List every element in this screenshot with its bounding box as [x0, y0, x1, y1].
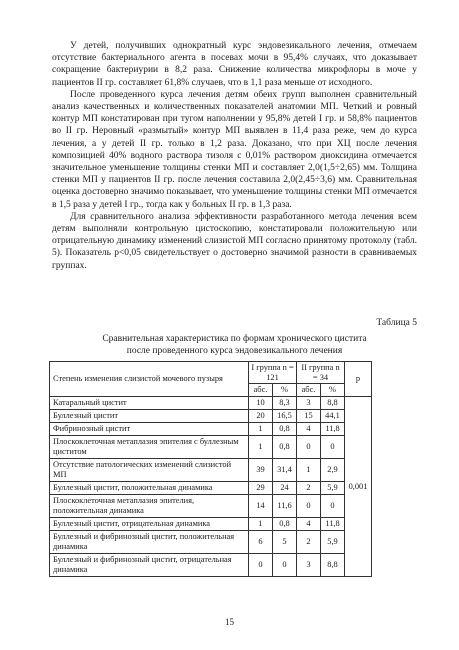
header-p: p [345, 362, 372, 397]
cell-g1-abs: 0 [249, 554, 273, 577]
page-number: 15 [225, 617, 234, 627]
table-row [50, 554, 372, 577]
cell-g2-abs: 3 [297, 554, 321, 577]
row-label: Буллезный и фибринозный цистит, отрицательная динамика [50, 554, 249, 577]
row-label: Плоскоклеточная метаплазия эпителия, положительная динамика [50, 495, 249, 518]
row-label: Буллезный и фибринозный цистит, положительная динамика [50, 531, 249, 554]
cell-g1-abs: 1 [249, 518, 273, 531]
cell-g1-pct: 5 [273, 531, 297, 554]
body-text [52, 40, 417, 272]
row-label: Отсутствие патологических изменений слизистой МП [50, 459, 249, 482]
cell-g2-pct: 5,9 [321, 531, 345, 554]
cell-g1-pct: 0,8 [273, 436, 297, 459]
cell-g2-pct: 0 [321, 436, 345, 459]
cell-g2-pct: 44,1 [321, 410, 345, 423]
table-number: Таблица 5 [376, 318, 417, 328]
table-row [50, 397, 372, 410]
cell-g2-pct: 11,8 [321, 423, 345, 436]
cell-g2-abs: 3 [297, 397, 321, 410]
row-label: Фибринозный цистит [50, 423, 249, 436]
paragraph: Для сравнительного анализа эффективности разработанного метода лечения всем детям выполняли контрольную цистоскопию, констатировали положительную или отрицательную динамику изменений слизистой МП согласно принятому протоколу (табл. 5). Показатель р<0,05 свидетельствует о достоверно значимой разности в сравниваемых группах. [52, 211, 417, 271]
table-row [50, 482, 372, 495]
table-row [50, 518, 372, 531]
cell-g1-abs: 6 [249, 531, 273, 554]
table-row [50, 531, 372, 554]
table-row [50, 410, 372, 423]
row-label: Катаральный цистит [50, 397, 249, 410]
cell-g2-pct: 5,9 [321, 482, 345, 495]
table-title-line: после проведенного курса эндовезикального лечения [126, 346, 343, 356]
row-label: Буллезный цистит [50, 410, 249, 423]
header-abs: абс. [249, 384, 273, 397]
table-row [50, 423, 372, 436]
cell-g2-abs: 2 [297, 531, 321, 554]
row-label: Буллезный цистит, положительная динамика [50, 482, 249, 495]
header-abs: абс. [297, 384, 321, 397]
header-group-1: I группа n = 121 [249, 362, 297, 384]
header-pct: % [273, 384, 297, 397]
row-label: Буллезный цистит, отрицательная динамика [50, 518, 249, 531]
table-title [52, 333, 417, 357]
table-title-line: Сравнительная характеристика по формам хронического цистита [102, 334, 367, 344]
cell-g1-abs: 29 [249, 482, 273, 495]
cell-g2-abs: 0 [297, 495, 321, 518]
cell-g1-abs: 10 [249, 397, 273, 410]
cell-g1-pct: 24 [273, 482, 297, 495]
header-pct: % [321, 384, 345, 397]
cell-g2-abs: 0 [297, 436, 321, 459]
header-group-2: II группа n = 34 [297, 362, 345, 384]
table-row [50, 436, 372, 459]
cell-g2-pct: 0 [321, 495, 345, 518]
cell-g1-abs: 1 [249, 436, 273, 459]
table-row [50, 495, 372, 518]
cell-g1-abs: 39 [249, 459, 273, 482]
row-label: Плоскоклеточная метаплазия эпителия с буллезным циститом [50, 436, 249, 459]
cell-g2-pct: 2,9 [321, 459, 345, 482]
p-value: 0,001 [345, 397, 372, 577]
cell-g1-pct: 31,4 [273, 459, 297, 482]
cell-g2-abs: 15 [297, 410, 321, 423]
cell-g1-abs: 14 [249, 495, 273, 518]
cell-g2-pct: 8,8 [321, 397, 345, 410]
cell-g2-abs: 2 [297, 482, 321, 495]
cell-g2-abs: 1 [297, 459, 321, 482]
cell-g1-pct: 0,8 [273, 518, 297, 531]
cell-g2-abs: 4 [297, 518, 321, 531]
cell-g1-pct: 0,8 [273, 423, 297, 436]
table-row [50, 459, 372, 482]
cell-g2-pct: 8,8 [321, 554, 345, 577]
paragraph: У детей, получивших однократный курс эндовезикального лечения, отмечаем отсутствие бактериального агента в посевах мочи в 95,4% случаях, что доказывает сокращение бактериурии в 8,2 раза. Снижение количества микрофлоры в моче у пациентов II гр. составляет 61,8% случаев, что в 1,1 раза меньше от исходного. [52, 41, 417, 88]
cell-g1-abs: 20 [249, 410, 273, 423]
cell-g1-pct: 16,5 [273, 410, 297, 423]
header-mucosa-degree: Степень изменения слизистой мочевого пузыря [50, 362, 249, 397]
cell-g1-pct: 8,3 [273, 397, 297, 410]
paragraph: После проведенного курса лечения детям обеих групп выполнен сравнительный анализ качественных и количественных показателей анатомии МП. Четкий и ровный контур МП констатирован при тугом наполнении у 95,8% детей I гр. и 58,8% пациентов во II гр. Неровный «размытый» контур МП выявлен в 11,4 раза реже, чем до курса лечения, а у детей II гр. только в 1,2 раза. Доказано, что при ХЦ после лечения композицией 40% водного раствора тизоля с 0,01% раствором диоксидина отмечается значительное уменьшение толщины стенки МП и составляет 2,0(1,5÷2,65) мм. Толщина стенки МП у пациентов II гр. после лечения составила 2,0(2,45÷3,6) мм. Сравнительная оценка достоверно значимо показывает, что уменьшение толщины стенки МП отмечается в 1,5 раза у детей I гр., тогда как у больных II гр. в 1,3 раза. [52, 89, 417, 210]
cell-g1-pct: 0 [273, 554, 297, 577]
cell-g2-pct: 11,8 [321, 518, 345, 531]
data-table [49, 361, 372, 577]
cell-g1-pct: 11,6 [273, 495, 297, 518]
cell-g2-abs: 4 [297, 423, 321, 436]
cell-g1-abs: 1 [249, 423, 273, 436]
